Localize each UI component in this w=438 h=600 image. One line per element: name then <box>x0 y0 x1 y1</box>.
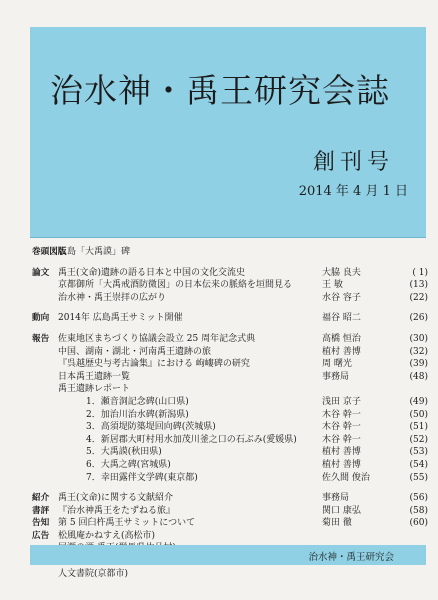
toc-entry-title: 広島「大禹謨」碑 <box>58 247 131 257</box>
toc-entry-author: 福谷 昭二 <box>322 313 361 324</box>
issue-date: 2014 年 4 月 1 日 <box>298 184 408 199</box>
toc-entry <box>32 292 428 305</box>
toc-entry-author: 高橋 恒治 <box>322 333 361 344</box>
toc-entry-page: (52) <box>409 434 428 445</box>
toc-entry-author: 植村 善博 <box>322 459 361 470</box>
toc-entry <box>32 267 428 280</box>
toc-section <box>32 246 428 259</box>
toc-section <box>32 267 428 305</box>
toc-entry <box>32 358 428 371</box>
toc-entry <box>32 396 428 409</box>
toc-entry <box>32 279 428 292</box>
toc-entry <box>32 492 428 505</box>
toc-entry-title: 日本禹王遺跡一覧 <box>58 371 131 382</box>
toc-entry <box>32 333 428 346</box>
toc-entry-page: (54) <box>409 459 428 470</box>
toc-entry-title: 4．新居郡大町村用水加茂川釜之口の石ぶみ(愛媛県) <box>86 434 297 445</box>
toc-category: 広告 <box>32 530 50 541</box>
toc-entry-title: 2．加治川治水碑(新潟県) <box>86 409 189 420</box>
toc-entry <box>32 421 428 434</box>
toc-entry <box>32 568 428 581</box>
toc-entry <box>32 505 428 518</box>
toc-entry-author: 事務局 <box>322 493 350 504</box>
toc-entry-title: 第 5 回臼杵禹王サミットについて <box>58 518 196 529</box>
toc-entry-page: (50) <box>409 409 428 420</box>
toc-category: 論文 <box>32 267 50 278</box>
toc-entry-author: 浅田 京子 <box>322 396 361 407</box>
toc-entry <box>32 434 428 447</box>
toc-entry-author: 王 敏 <box>322 280 343 291</box>
toc-entry-title: 6．大禹之碑(宮城県) <box>86 459 171 470</box>
footer-band <box>30 545 426 565</box>
toc-entry-title: 『治水神禹王をたずねる旅』 <box>58 505 176 516</box>
toc-entry-page: (58) <box>409 505 428 516</box>
toc-entry-title: 治水神・禹王崇拝の広がり <box>58 292 167 303</box>
toc-entry-author: 木谷 幹一 <box>322 422 361 433</box>
toc-entry <box>32 459 428 472</box>
toc-entry-page: (13) <box>409 280 428 291</box>
toc-entry-author: 植村 善博 <box>322 447 361 458</box>
toc-entry-author: 水谷 容子 <box>322 292 361 303</box>
toc-category: 報告 <box>32 333 50 344</box>
toc-entry-title: 5．大禹謨(秋田県) <box>86 447 162 458</box>
toc-entry-title: 『呉越歴史与考古論集』における 岣嶁碑の研究 <box>58 359 250 370</box>
toc-entry-page: (53) <box>409 447 428 458</box>
toc-category: 書評 <box>32 505 50 516</box>
toc-entry-title: 7．幸田露伴文学碑(東京都) <box>86 472 198 483</box>
toc-entry <box>32 246 428 259</box>
toc-section <box>32 492 428 580</box>
toc-entry-title: 禹王(文命)遺跡の語る日本と中国の文化交流史 <box>58 267 246 278</box>
toc-entry <box>32 383 428 396</box>
toc-entry-page: (22) <box>409 292 428 303</box>
toc-entry-title: 松風庵かねすえ(高松市) <box>58 530 156 541</box>
toc-entry-author: 植村 善博 <box>322 346 361 357</box>
toc-entry-title: 佐東地区まちづくり協議会設立 25 周年記念式典 <box>58 333 256 344</box>
toc-entry-page: (56) <box>409 493 428 504</box>
toc-category: 巻頭図版 <box>32 247 67 257</box>
table-of-contents <box>32 246 428 588</box>
toc-entry-page: (55) <box>409 472 428 483</box>
toc-entry-title: 京都御所「大禹戒酒防微図」の日本伝来の脈絡を垣間見る <box>58 280 293 291</box>
toc-entry-page: (60) <box>409 518 428 529</box>
toc-entry-title: 2014年 広島禹王サミット開催 <box>58 313 183 324</box>
toc-entry <box>32 346 428 359</box>
toc-entry-author: 関口 康弘 <box>322 505 361 516</box>
journal-title: 治水神・禹王研究会誌 <box>50 71 390 110</box>
publisher-name: 治水神・禹王研究会 <box>308 552 394 563</box>
toc-entry-page: (49) <box>409 396 428 407</box>
toc-entry-page: (39) <box>409 359 428 370</box>
toc-entry-page: ( 1) <box>412 267 428 278</box>
issue-label: 創刊号 <box>312 150 394 175</box>
toc-entry-author: 木谷 幹一 <box>322 434 361 445</box>
toc-entry <box>32 530 428 543</box>
toc-entry-title: 人文書院(京都市) <box>58 568 129 579</box>
toc-entry-title: 1．瀬音洞記念碑(山口県) <box>86 396 189 407</box>
toc-entry-title: 3．高須堤防築堤回向碑(茨城県) <box>86 422 216 433</box>
toc-entry-title: 禹王(文命)に関する文献紹介 <box>58 493 174 504</box>
toc-entry <box>32 472 428 485</box>
toc-category: 動向 <box>32 313 50 324</box>
toc-entry-author: 周 曙光 <box>322 359 352 370</box>
toc-entry-page: (30) <box>409 333 428 344</box>
toc-entry-author: 大脇 良夫 <box>322 267 361 278</box>
toc-entry-author: 事務局 <box>322 371 350 382</box>
toc-entry-title: 中国、湖南・湖北・河南禹王遺跡の旅 <box>58 346 212 357</box>
toc-entry <box>32 409 428 422</box>
toc-entry-page: (32) <box>409 346 428 357</box>
toc-entry-page: (48) <box>409 371 428 382</box>
toc-entry-author: 木谷 幹一 <box>322 409 361 420</box>
toc-entry-title: 禹王遺跡レポート <box>58 384 131 395</box>
toc-section <box>32 333 428 484</box>
toc-entry-author: 菊田 徹 <box>322 518 352 529</box>
cover-panel <box>30 27 426 238</box>
toc-entry <box>32 446 428 459</box>
toc-entry <box>32 371 428 384</box>
toc-category: 告知 <box>32 518 50 529</box>
toc-entry-page: (26) <box>409 313 428 324</box>
toc-section <box>32 312 428 325</box>
toc-entry <box>32 312 428 325</box>
toc-entry-author: 佐久間 俊治 <box>322 472 370 483</box>
toc-entry <box>32 517 428 530</box>
toc-category: 紹介 <box>32 493 50 504</box>
toc-entry-page: (51) <box>409 422 428 433</box>
